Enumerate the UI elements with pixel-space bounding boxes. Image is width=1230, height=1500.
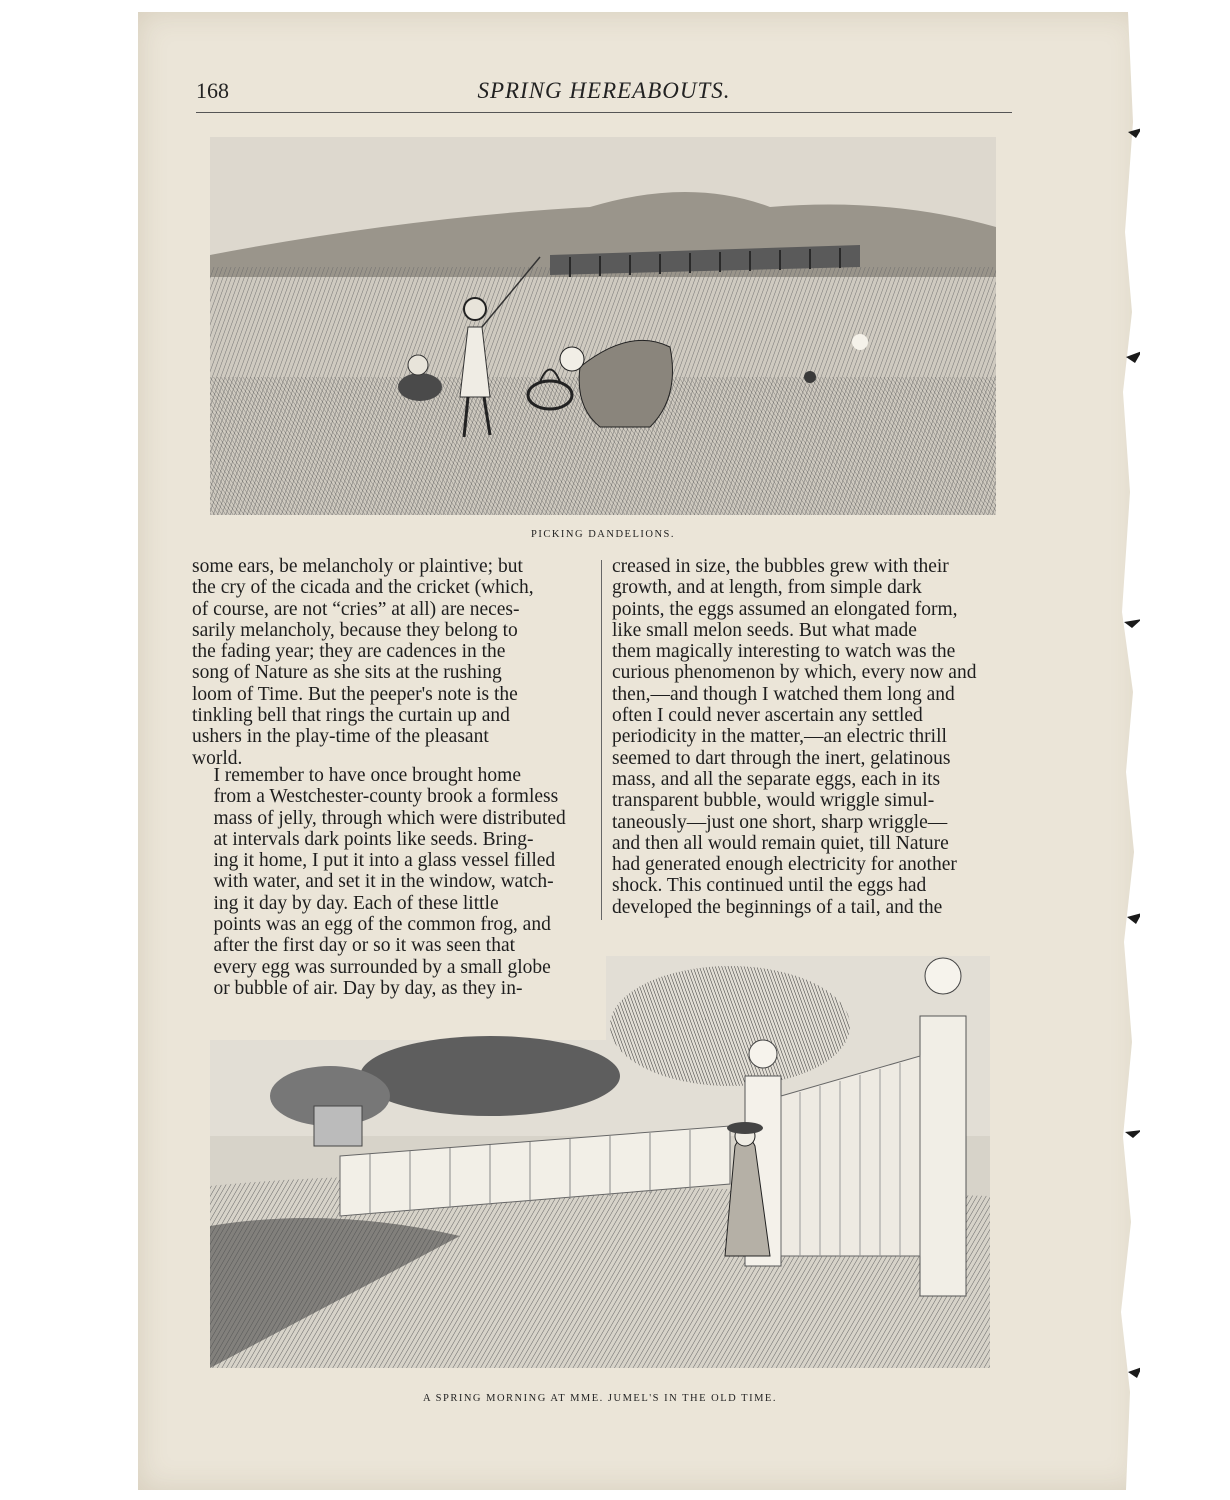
text-line: creased in size, the bubbles grew with their bbox=[612, 556, 949, 577]
text-line: taneously—just one short, sharp wriggle— bbox=[612, 811, 948, 833]
text-line: sarily melancholy, because they belong to bbox=[192, 619, 518, 641]
text-line: transparent bubble, would wriggle simul- bbox=[612, 790, 935, 812]
page-number: 168 bbox=[196, 78, 229, 103]
figure-caption-spring-morning: A SPRING MORNING AT MME. JUMEL'S IN THE OLD TIME. bbox=[423, 1393, 777, 1404]
text-line: growth, and at length, from simple dark bbox=[612, 577, 922, 599]
text-line: I remember to have once brought home bbox=[213, 765, 521, 786]
text-line: then,—and though I watched them long and bbox=[612, 683, 955, 705]
running-head bbox=[196, 78, 1012, 113]
text-line: ing it day by day. Each of these little bbox=[213, 892, 499, 914]
text-line: the fading year; they are cadences in the bbox=[192, 641, 506, 663]
figure-caption-dandelions: PICKING DANDELIONS. bbox=[531, 529, 675, 540]
text-line: song of Nature as she sits at the rushing bbox=[192, 662, 502, 684]
text-line: every egg was surrounded by a small globe bbox=[213, 956, 551, 978]
picking-dandelions-engraving bbox=[210, 137, 996, 515]
text-line: and then all would remain quiet, till Nature bbox=[612, 832, 949, 854]
text-line: points, the eggs assumed an elongated form, bbox=[612, 598, 958, 620]
text-line: ing it home, I put it into a glass vessel filled bbox=[213, 850, 556, 872]
text-line: often I could never ascertain any settled bbox=[612, 705, 923, 727]
text-line: developed the beginnings of a tail, and the bbox=[612, 896, 943, 918]
text-line: some ears, be melancholy or plaintive; but bbox=[192, 556, 523, 577]
text-line: mass, and all the separate eggs, each in its bbox=[612, 768, 941, 790]
text-line: periodicity in the matter,—an electric thrill bbox=[612, 726, 947, 748]
text-line: world. bbox=[192, 747, 243, 769]
text-line: at intervals dark points like seeds. Bring- bbox=[213, 828, 534, 850]
running-title: SPRING HEREABOUTS. bbox=[477, 78, 731, 103]
text-line: of course, are not “cries” at all) are neces- bbox=[192, 598, 520, 620]
text-line: seemed to dart through the inert, gelatinous bbox=[612, 747, 951, 769]
text-line: shock. This continued until the eggs had bbox=[612, 875, 927, 897]
text-line: them magically interesting to watch was the bbox=[612, 641, 956, 663]
text-line: had generated enough electricity for another bbox=[612, 854, 957, 876]
body-paragraph bbox=[612, 556, 1009, 918]
text-line: like small melon seeds. But what made bbox=[612, 619, 917, 641]
text-line: loom of Time. But the peeper's note is the bbox=[192, 683, 518, 705]
text-line: points was an egg of the common frog, and bbox=[213, 914, 551, 936]
text-line: tinkling bell that rings the curtain up and bbox=[192, 705, 510, 727]
text-line: ushers in the play-time of the pleasant bbox=[192, 726, 489, 748]
text-line: mass of jelly, through which were distributed bbox=[213, 807, 566, 829]
text-line: or bubble of air. Day by day, as they in- bbox=[213, 977, 523, 999]
spring-morning-engraving bbox=[210, 956, 990, 1368]
column-rule bbox=[601, 560, 602, 920]
text-line: from a Westchester-county brook a formless bbox=[213, 786, 559, 808]
text-line: with water, and set it in the window, watch- bbox=[213, 871, 554, 893]
body-paragraph bbox=[192, 556, 589, 769]
text-line: after the first day or so it was seen that bbox=[213, 935, 516, 957]
text-line: the cry of the cicada and the cricket (which, bbox=[192, 577, 534, 599]
text-line: curious phenomenon by which, every now and bbox=[612, 662, 977, 684]
